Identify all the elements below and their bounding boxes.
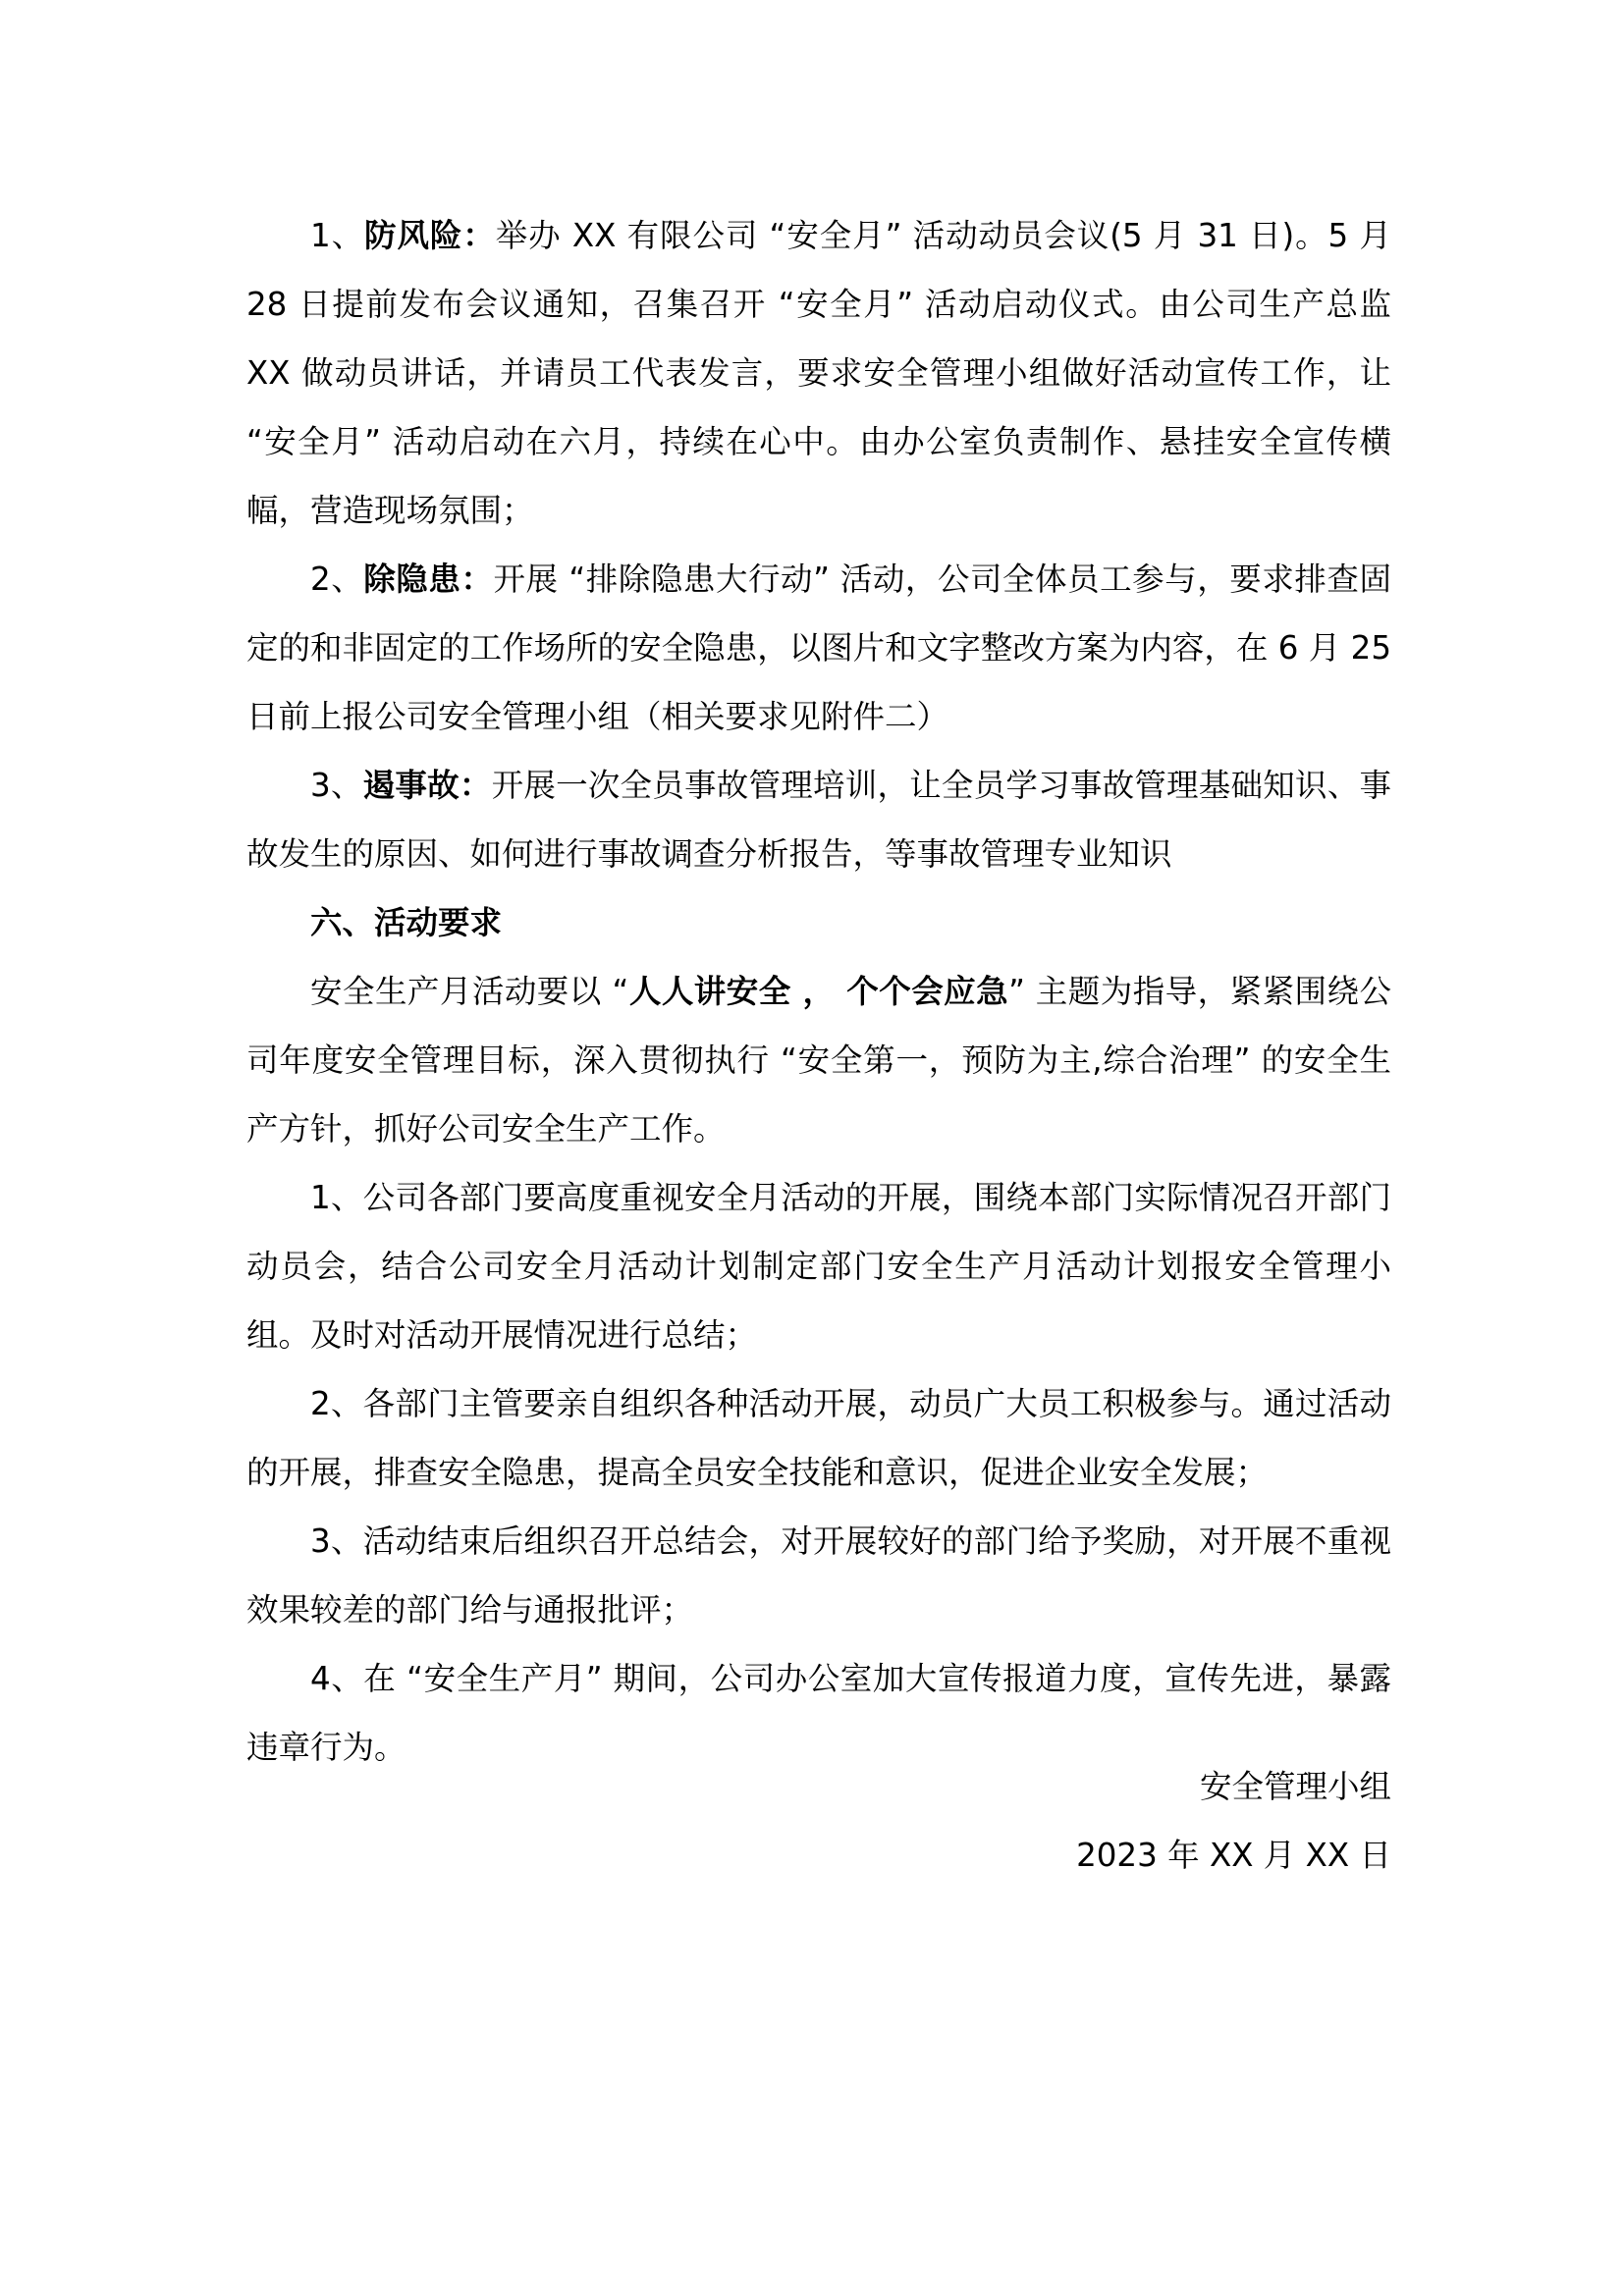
item-text: 举办 XX 有限公司 “安全月” 活动动员会议(5 月 31 日)。5 月 28 日提前发布会议通知，召集召开 “安全月” 活动启动仪式。由公司生产总监 XX 做动员讲话，并请员工代表发言，要求安全管理小组做好活动宣传工作，让 “安全月” 活动启动在六月，持续在心中。由办公室负责制作、悬挂安全宣传横幅，营造现场氛围； [246, 217, 1391, 529]
item-keyword: 防风险： [364, 217, 496, 254]
theme-text-after: ” 主题为指导，紧紧围绕公司年度安全管理目标，深入贯彻执行 “安全第一，预防为主,综合治理” 的安全生产方针，抓好公司安全生产工作。 [246, 973, 1391, 1148]
activity-item-prevent-risk [246, 201, 1391, 545]
item-text: 开展一次全员事故管理培训，让全员学习事故管理基础知识、事故发生的原因、如何进行事故调查分析报告，等事故管理专业知识 [246, 767, 1391, 873]
item-keyword: 遏事故： [362, 767, 492, 804]
item-number: 2、 [310, 561, 364, 598]
activity-item-remove-hazards [246, 545, 1391, 751]
document-body [246, 201, 1391, 1782]
item-keyword: 除隐患： [363, 561, 494, 598]
theme-paragraph [246, 957, 1391, 1163]
signature-date: 2023 年 XX 月 XX 日 [1076, 1837, 1391, 1874]
section-heading-requirements: 六、活动要求 [310, 904, 503, 941]
requirement-item-2: 2、各部门主管要亲自组织各种活动开展，动员广大员工积极参与。通过活动的开展，排查安全隐患，提高全员安全技能和意识，促进企业安全发展； [246, 1385, 1391, 1491]
requirement-item-3: 3、活动结束后组织召开总结会，对开展较好的部门给予奖励，对开展不重视效果较差的部门给与通报批评； [246, 1522, 1391, 1629]
item-number: 1、 [310, 217, 365, 254]
theme-text-before: 安全生产月活动要以 “ [310, 973, 629, 1010]
item-text: 开展 “排除隐患大行动” 活动，公司全体员工参与，要求排查固定的和非固定的工作场所的安全隐患，以图片和文字整改方案为内容，在 6 月 25 日前上报公司安全管理小组（相关要求见附件二） [246, 561, 1391, 735]
requirement-item-1: 1、公司各部门要高度重视安全月活动的开展，围绕本部门实际情况召开部门动员会，结合公司安全月活动计划制定部门安全生产月活动计划报安全管理小组。及时对活动开展情况进行总结； [246, 1179, 1391, 1354]
signature-org: 安全管理小组 [1199, 1768, 1391, 1805]
theme-slogan: 人人讲安全 ， 个个会应急 [628, 973, 1009, 1010]
activity-item-curb-accidents [246, 751, 1391, 888]
requirement-item-4: 4、在 “安全生产月” 期间，公司办公室加大宣传报道力度，宣传先进，暴露违章行为。 [246, 1660, 1391, 1766]
signature-block [1076, 1752, 1391, 1890]
item-number: 3、 [310, 767, 363, 804]
